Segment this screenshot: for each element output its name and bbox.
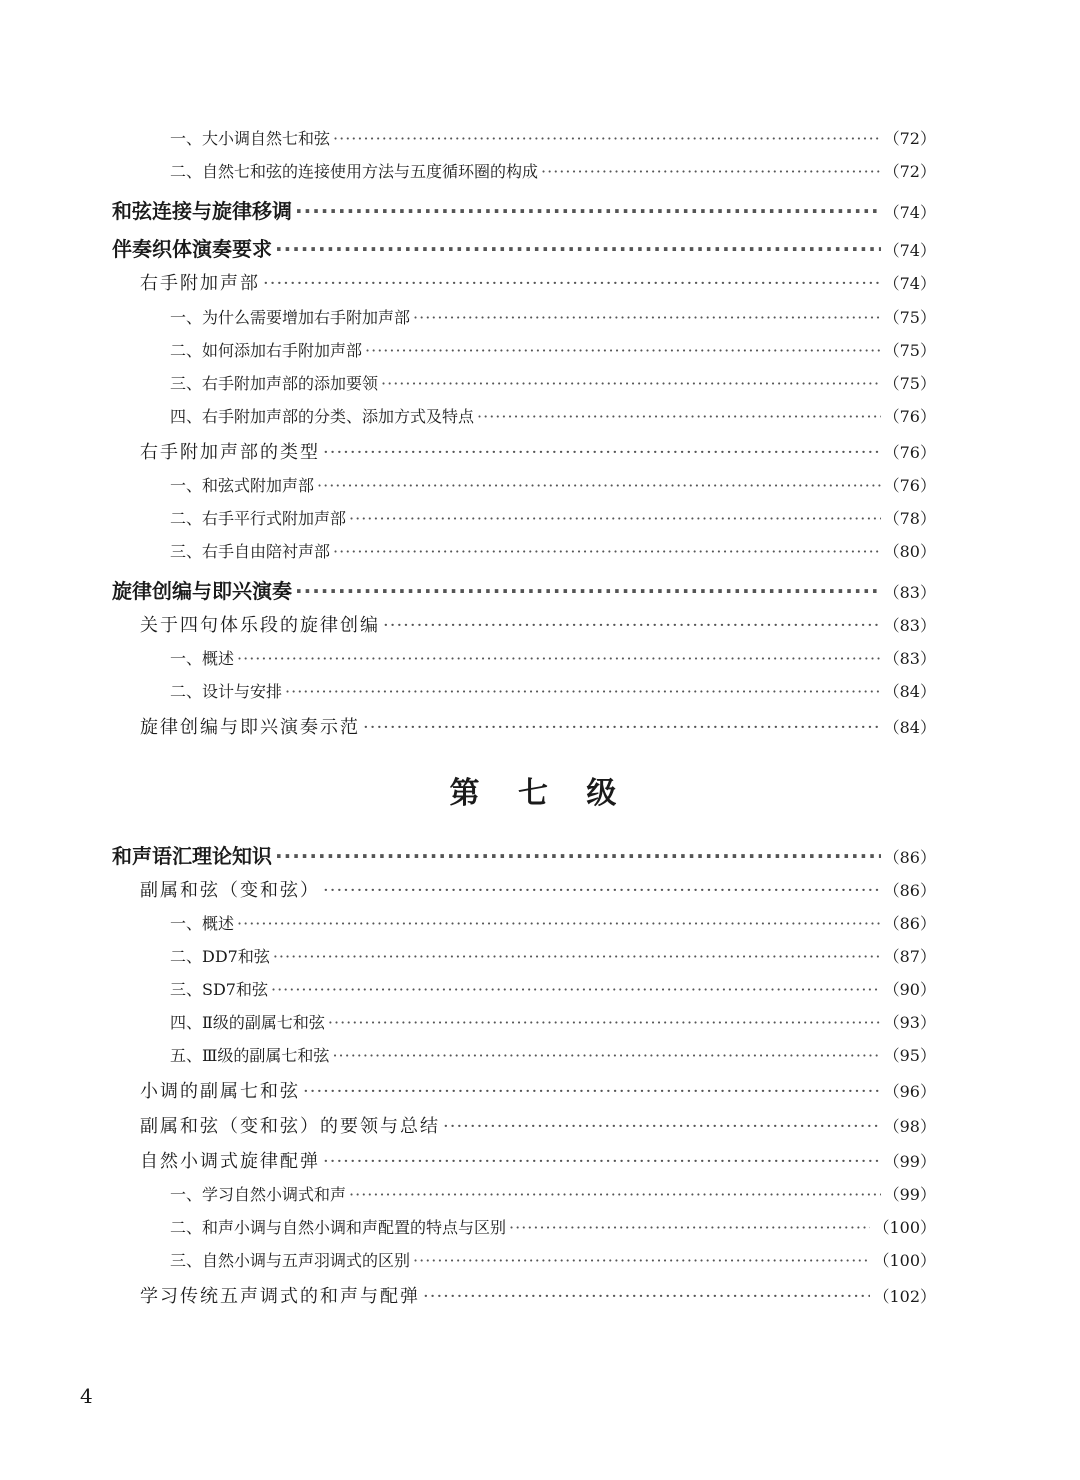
dot-leader bbox=[275, 237, 881, 261]
toc-entry[interactable]: 三、自然小调与五声羽调式的区别 ····· （100） bbox=[170, 1248, 936, 1271]
dot-leader bbox=[423, 1286, 870, 1307]
dot-leader bbox=[541, 162, 881, 181]
toc-entry[interactable]: 四、右手附加声部的分类、添加方式及特点 ····· （76） bbox=[170, 404, 936, 427]
dot-leader bbox=[509, 1218, 870, 1237]
dot-leader bbox=[333, 129, 881, 148]
toc-entry[interactable]: 小调的副属七和弦 ····· （96） bbox=[140, 1077, 936, 1103]
dot-leader bbox=[295, 199, 881, 223]
toc-entry[interactable]: 和弦连接与旋律移调 ····· （74） bbox=[112, 195, 936, 224]
dot-leader bbox=[237, 649, 881, 668]
toc-entry[interactable]: 伴奏织体演奏要求 ····· （74） bbox=[112, 233, 936, 262]
dot-leader bbox=[237, 914, 881, 933]
toc-entry[interactable]: 一、为什么需要增加右手附加声部 ····· （75） bbox=[170, 305, 936, 328]
toc-entry[interactable]: 二、和声小调与自然小调和声配置的特点与区别 ····· （100） bbox=[170, 1215, 936, 1238]
toc-entry[interactable]: 二、如何添加右手附加声部 ····· （75） bbox=[170, 338, 936, 361]
dot-leader bbox=[383, 615, 881, 636]
dot-leader bbox=[323, 1151, 881, 1172]
dot-leader bbox=[273, 947, 881, 966]
toc-entry[interactable]: 关于四句体乐段的旋律创编 ····· （83） bbox=[140, 611, 936, 637]
dot-leader bbox=[413, 1251, 870, 1270]
toc-entry[interactable]: 学习传统五声调式的和声与配弹 ····· （102） bbox=[140, 1282, 936, 1308]
toc-entry[interactable]: 三、SD7和弦 ····· （90） bbox=[170, 977, 936, 1000]
section-heading: 第 七 级 bbox=[449, 776, 631, 811]
dot-leader bbox=[323, 880, 881, 901]
dot-leader bbox=[323, 442, 881, 463]
toc-entry[interactable]: 一、学习自然小调式和声 ····· （99） bbox=[170, 1182, 936, 1205]
toc-entry[interactable]: 旋律创编与即兴演奏示范 ····· （84） bbox=[140, 713, 936, 739]
toc-entry[interactable]: 二、设计与安排 ····· （84） bbox=[170, 679, 936, 702]
toc-entry[interactable]: 一、大小调自然七和弦 ····· （72） bbox=[170, 126, 936, 149]
dot-leader bbox=[303, 1081, 881, 1102]
toc-entry[interactable]: 三、右手自由陪衬声部 ····· （80） bbox=[170, 539, 936, 562]
toc-entry[interactable]: 二、右手平行式附加声部 ····· （78） bbox=[170, 506, 936, 529]
dot-leader bbox=[271, 980, 881, 999]
dot-leader bbox=[349, 509, 881, 528]
dot-leader bbox=[317, 476, 881, 495]
toc-entry[interactable]: 右手附加声部的类型 ····· （76） bbox=[140, 438, 936, 464]
dot-leader bbox=[295, 579, 881, 603]
toc-entry[interactable]: 一、概述 ····· （83） bbox=[170, 646, 936, 669]
dot-leader bbox=[381, 374, 881, 393]
toc-entry[interactable]: 自然小调式旋律配弹 ····· （99） bbox=[140, 1147, 936, 1173]
page-number: 4 bbox=[80, 1384, 93, 1408]
dot-leader bbox=[349, 1185, 881, 1204]
dot-leader bbox=[333, 542, 881, 561]
toc-entry[interactable]: 三、右手附加声部的添加要领 ····· （75） bbox=[170, 371, 936, 394]
toc-entry[interactable]: 二、自然七和弦的连接使用方法与五度循环圈的构成 ····· （72） bbox=[170, 159, 936, 182]
dot-leader bbox=[477, 407, 881, 426]
toc-entry[interactable]: 右手附加声部 ····· （74） bbox=[140, 269, 936, 295]
dot-leader bbox=[263, 273, 881, 294]
dot-leader bbox=[285, 682, 881, 701]
toc-entry[interactable]: 一、概述 ····· （86） bbox=[170, 911, 936, 934]
toc-entry[interactable]: 副属和弦（变和弦） ····· （86） bbox=[140, 876, 936, 902]
toc-entry[interactable]: 和声语汇理论知识 ····· （86） bbox=[112, 840, 936, 869]
toc-entry[interactable]: 副属和弦（变和弦）的要领与总结 ····· （98） bbox=[140, 1112, 936, 1138]
dot-leader bbox=[443, 1116, 881, 1137]
dot-leader bbox=[413, 308, 881, 327]
toc-entry[interactable]: 二、DD7和弦 ····· （87） bbox=[170, 944, 936, 967]
toc-entry[interactable]: 五、Ⅲ级的副属七和弦 ····· （95） bbox=[170, 1043, 936, 1066]
dot-leader bbox=[332, 1046, 880, 1065]
toc-entry[interactable]: 一、和弦式附加声部 ····· （76） bbox=[170, 473, 936, 496]
toc-entry[interactable]: 四、Ⅱ级的副属七和弦 ····· （93） bbox=[170, 1010, 936, 1033]
dot-leader bbox=[275, 844, 881, 868]
dot-leader bbox=[365, 341, 881, 360]
toc-entry[interactable]: 旋律创编与即兴演奏 ····· （83） bbox=[112, 575, 936, 604]
dot-leader bbox=[328, 1013, 881, 1032]
dot-leader bbox=[363, 717, 881, 738]
